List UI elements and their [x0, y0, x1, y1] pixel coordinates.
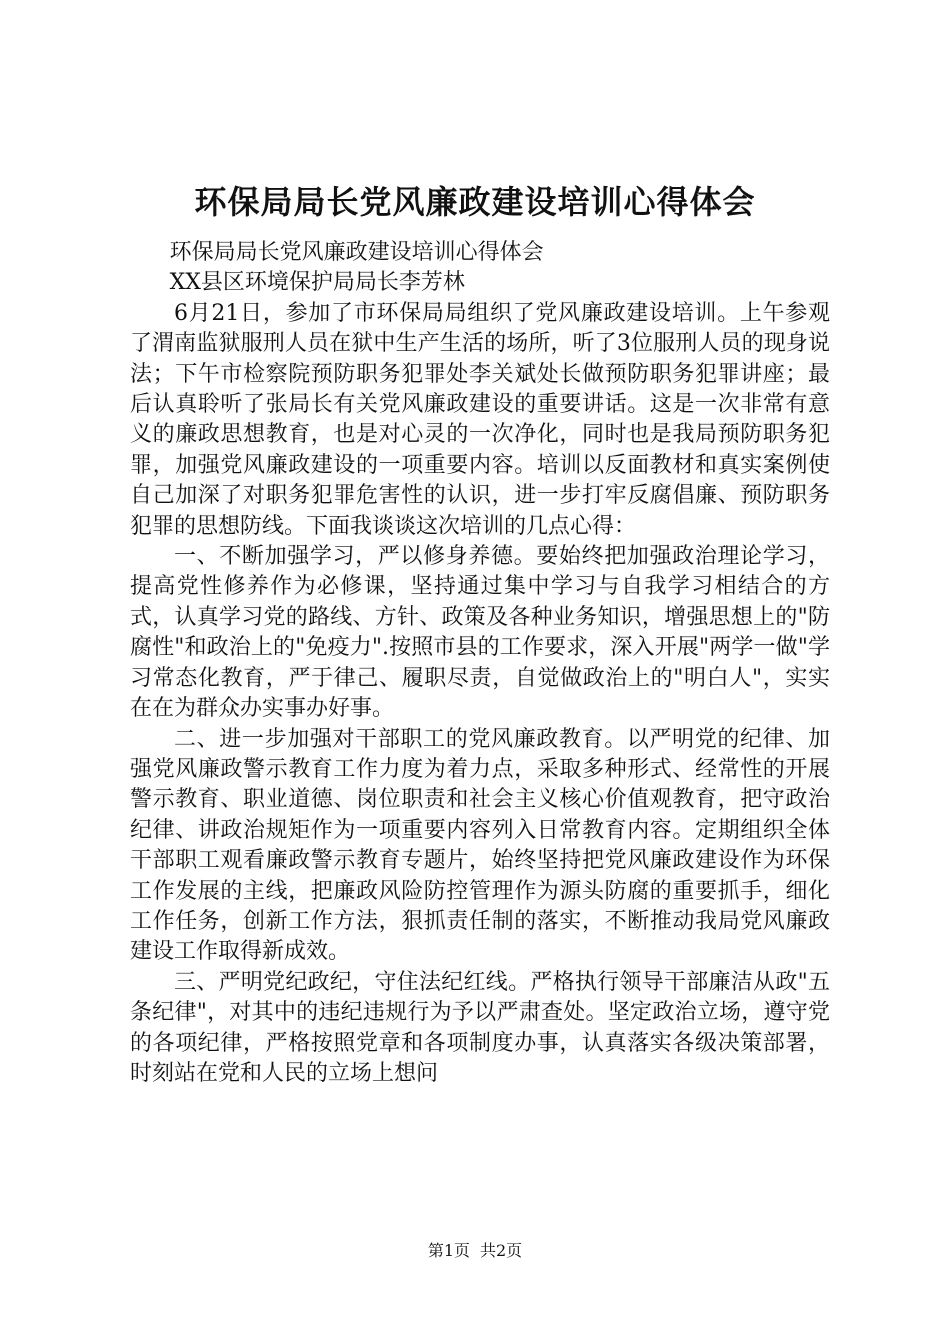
document-title: 环保局局长党风廉政建设培训心得体会 — [194, 183, 756, 221]
document-author: XX县区环境保护局局长李芳林 — [169, 270, 465, 296]
paragraph-section-2: 二、进一步加强对干部职工的党风廉政教育。以严明党的纪律、加强党风廉政警示教育工作力度为着力点，采取多种形式、经常性的开展警示教育、职业道德、岗位职责和社会主义核心价值观教育，把守政治纪律、讲政治规矩作为一项重要内容列入日常教育内容。定期组织全体干部职工观看廉政警示教育专题片，始终坚持把党风廉政建设作为环保工作发展的主线，把廉政风险防控管理作为源头防腐的重要抓手，细化工作任务，创新工作方法，狠抓责任制的落实，不断推动我局党风廉政建设工作取得新成效。 — [130, 726, 830, 965]
paragraph-intro: 6月21日，参加了市环保局局组织了党风廉政建设培训。上午参观了渭南监狱服刑人员在狱中生产生活的场所，听了3位服刑人员的现身说法；下午市检察院预防职务犯罪处李关斌处长做预防职务犯罪讲座；最后认真聆听了张局长有关党风廉政建设的重要讲话。这是一次非常有意义的廉政思想教育，也是对心灵的一次净化，同时也是我局预防职务犯罪，加强党风廉政建设的一项重要内容。培训以反面教材和真实案例使自己加深了对职务犯罪危害性的认识，进一步打牢反腐倡廉、预防职务犯罪的思想防线。下面我谈谈这次培训的几点心得： — [130, 300, 830, 539]
document-body — [130, 238, 830, 1089]
page-footer — [0, 1240, 950, 1262]
page-number: 第1页 — [427, 1241, 470, 1260]
paragraph-section-1: 一、不断加强学习，严以修身养德。要始终把加强政治理论学习，提高党性修养作为必修课，坚持通过集中学习与自我学习相结合的方式，认真学习党的路线、方针、政策及各种业务知识，增强思想上的"防腐性"和政治上的"免疫力".按照市县的工作要求，深入开展"两学一做"学习常态化教育，严于律己、履职尽责，自觉做政治上的"明白人"，实实在在为群众办实事办好事。 — [130, 544, 830, 722]
document-subtitle: 环保局局长党风廉政建设培训心得体会 — [169, 240, 544, 265]
page-total: 共2页 — [480, 1241, 523, 1260]
paragraph-section-3: 三、严明党纪政纪，守住法纪红线。严格执行领导干部廉洁从政"五条纪律"，对其中的违纪违规行为予以严肃查处。坚定政治立场，遵守党的各项纪律，严格按照党章和各项制度办事，认真落实各级决策部署，时刻站在党和人民的立场上想问 — [130, 969, 830, 1086]
